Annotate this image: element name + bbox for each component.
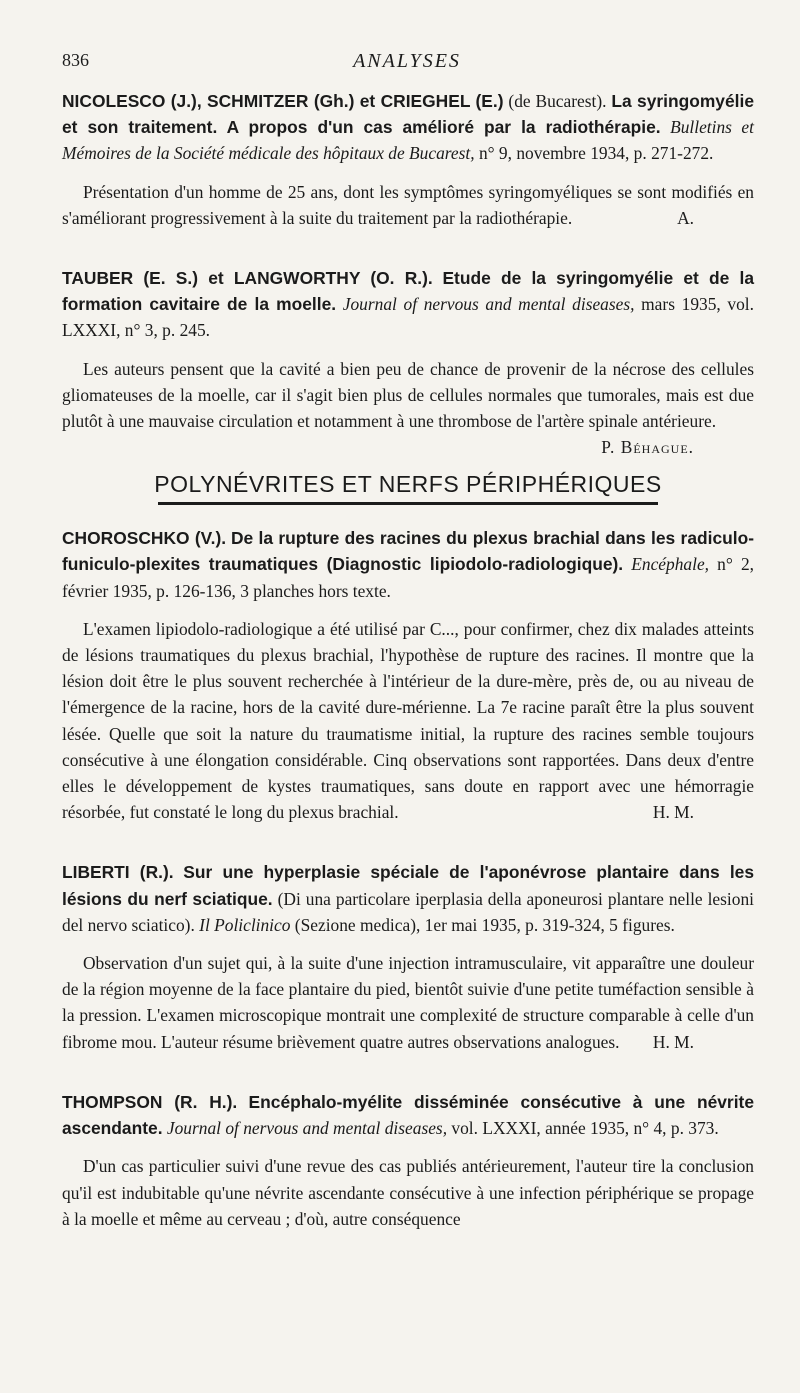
abstract-text: Observation d'un sujet qui, à la suite d'une injection intramusculaire, vit apparaître une douleur de la région moyenne de la face plantaire du pied, bientôt suivie d'une petite tuméfaction sensible à la pression. L'examen microscopique montrait une complexité de structure comparable à celle d'un fibrome mou. L'auteur résume brièvement quatre autres observations analogues.	[62, 953, 754, 1052]
citation	[62, 525, 754, 604]
article-title: De la rupture des racines du plexus brachial dans les radiculo-funiculo-plexites traumatiques (Diagnostic lipiodolo-radiologique).	[62, 528, 754, 575]
reviewer: H. M.	[652, 1031, 694, 1052]
entry-thompson	[62, 1089, 754, 1232]
abstract	[62, 356, 754, 458]
original-title: (Di una particolare iperplasia della aponeurosi plantare nelle lesioni del nervo sciatico).	[62, 888, 754, 935]
details: n° 9, novembre 1934, p. 271-272.	[478, 143, 714, 164]
article-title: Sur une hyperplasie spéciale de l'aponévrose plantaire dans les lésions du nerf sciatique.	[62, 862, 754, 909]
article-title: Encéphalo-myélite disséminée consécutive à une névrite ascendante.	[62, 1091, 754, 1139]
citation	[62, 265, 754, 344]
content	[62, 88, 754, 1232]
details: (Sezione medica), 1er mai 1935, p. 319-324, 5 figures.	[294, 914, 675, 935]
authors: THOMPSON (R. H.).	[62, 1091, 238, 1112]
entry-choroschko	[62, 525, 754, 825]
authors: LIBERTI (R.).	[62, 862, 174, 883]
reviewer: A.	[677, 207, 694, 228]
reviewer: P. Béhague.	[601, 437, 694, 458]
abstract	[62, 179, 754, 231]
article-title: La syringomyélie et son traitement. A propos d'un cas amélioré par la radiothérapie.	[62, 91, 754, 138]
journal: Journal of nervous and mental diseases,	[166, 1118, 448, 1139]
authors: NICOLESCO (J.), SCHMITZER (Gh.) et CRIEGHEL (E.)	[62, 91, 504, 111]
journal: Il Policlinico	[199, 914, 291, 935]
article-title: Etude de la syringomyélie et de la formation cavitaire de la moelle.	[62, 268, 755, 315]
abstract	[62, 950, 754, 1055]
running-head	[62, 50, 752, 80]
section-rule	[158, 502, 658, 505]
page-number: 836	[62, 50, 89, 70]
abstract	[62, 616, 754, 826]
authors: TAUBER (E. S.) et LANGWORTHY (O. R.).	[62, 268, 433, 289]
entry-liberti	[62, 859, 754, 1054]
journal: Journal of nervous and mental diseases,	[342, 294, 635, 315]
abstract-text: Les auteurs pensent que la cavité a bien peu de chance de provenir de la nécrose des cellules gliomateuses de la moelle, car il s'agit bien plus de cellules normales que tumorales, mais est due plutôt à une mauvaise circulation et notamment à une thrombose de l'artère spinale antérieure.	[62, 358, 754, 432]
running-title: ANALYSES	[353, 50, 461, 72]
citation	[62, 1089, 754, 1141]
abstract	[62, 1153, 754, 1232]
reviewer: H. M.	[652, 802, 694, 823]
journal: Bulletins et Mémoires de la Société médicale des hôpitaux de Bucarest,	[62, 117, 754, 164]
journal: Encéphale,	[631, 554, 710, 575]
section-heading: POLYNÉVRITES ET NERFS PÉRIPHÉRIQUES	[154, 471, 662, 498]
citation	[62, 859, 754, 938]
entry-nicolesco	[62, 88, 754, 231]
details: n° 2, février 1935, p. 126-136, 3 planches hors texte.	[62, 554, 754, 601]
citation	[62, 88, 754, 167]
entry-tauber	[62, 265, 755, 458]
details: mars 1935, vol. LXXXI, n° 3, p. 245.	[62, 294, 754, 341]
details: vol. LXXXI, année 1935, n° 4, p. 373.	[451, 1118, 719, 1139]
abstract-text: L'examen lipiodolo-radiologique a été utilisé par C..., pour confirmer, chez dix malades atteints de lésions traumatiques du plexus brachial, l'hypothèse de rupture des racines. Il montre que la lésion doit être le plus souvent recherchée à l'intérieur de la dure-mère, près de, ou au niveau de l'émergence de la racine, hors de la cavité dure-mérienne. La 7e racine paraît être la plus souvent lésée. Quelle que soit la nature du traumatisme initial, la rupture des racines semble toujours consécutive à une élongation considérable. Cinq observations sont rapportées. Dans deux d'entre elles le développement de kystes traumatiques, sans doute en rapport avec une hémorragie résorbée, fut constaté le long du plexus brachial.	[62, 618, 754, 823]
abstract-text: Présentation d'un homme de 25 ans, dont les symptômes syringomyéliques se sont modifiés en s'améliorant progressivement à la suite du traitement par la radiothérapie.	[62, 181, 754, 228]
authors: CHOROSCHKO (V.).	[62, 528, 227, 549]
abstract-text: D'un cas particulier suivi d'une revue des cas publiés antérieurement, l'auteur tire la conclusion qu'il est indubitable qu'une névrite ascendante consécutive à une infection périphérique se propage à la moelle et même au cerveau ; d'où, autre conséquence	[62, 1156, 754, 1229]
affiliation: (de Bucarest).	[508, 91, 607, 111]
